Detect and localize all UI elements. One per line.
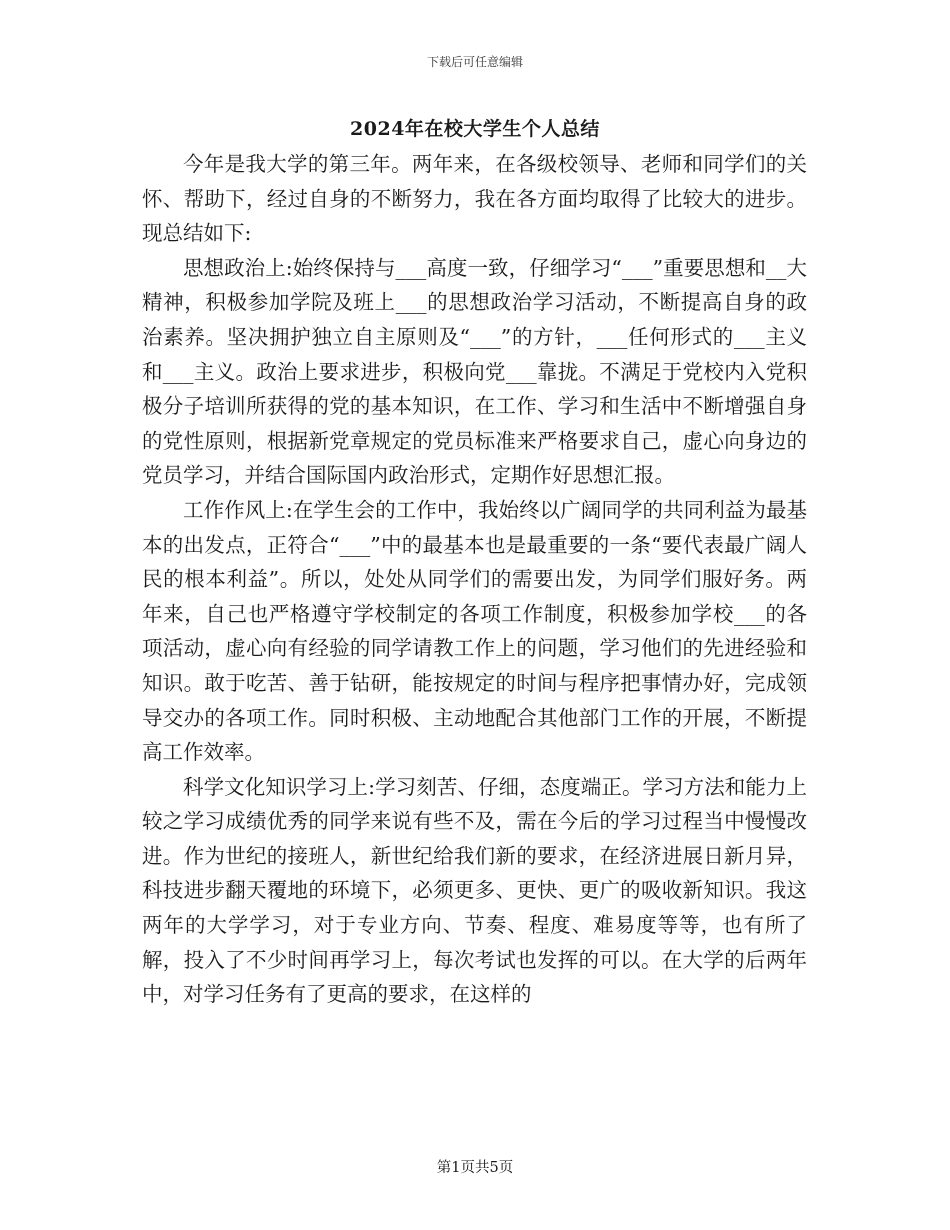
paragraph-political: 思想政治上:始终保持与___高度一致，仔细学习“___”重要思想和__大精神，积极参加学院及班上___的思想政治学习活动，不断提高自身的政治素养。坚决拥护独立自主原则及“___”的方针，___任何形式的___主义和___主义。政治上要求进步，积极向党___靠拢。不满足于党校内入党积极分子培训所获得的党的基本知识，在工作、学习和生活中不断增强自身的党性原则，根据新党章规定的党员标准来严格要求自己，虚心向身边的党员学习，并结合国际国内政治形式，定期作好思想汇报。 (142, 255, 807, 488)
page-footer: 第1页共5页 (436, 1160, 514, 1176)
paragraph-study: 科学文化知识学习上:学习刻苦、仔细，态度端正。学习方法和能力上较之学习成绩优秀的同学来说有些不及，需在今后的学习过程当中慢慢改进。作为世纪的接班人，新世纪给我们新的要求，在经济进展日新月异，科技进步翻天覆地的环境下，必须更多、更快、更广的吸收新知识。我这两年的大学学习，对于专业方向、节奏、程度、难易度等等，也有所了解，投入了不少时间再学习上，每次考试也发挥的可以。在大学的后两年中，对学习任务有了更高的要求，在这样的 (142, 774, 807, 1007)
header-note: 下载后可任意编辑 (426, 55, 523, 69)
document-title: 2024年在校大学生个人总结 (350, 118, 600, 140)
paragraph-intro: 今年是我大学的第三年。两年来，在各级校领导、老师和同学们的关怀、帮助下，经过自身的不断努力，我在各方面均取得了比较大的进步。现总结如下: (142, 152, 807, 246)
paragraph-work-style: 工作作风上:在学生会的工作中，我始终以广阔同学的共同利益为最基本的出发点，正符合“___”中的最基本也是最重要的一条“要代表最广阔人民的根本利益”。所以，处处从同学们的需要出发，为同学们服好务。两年来，自己也严格遵守学校制定的各项工作制度，积极参加学校___的各项活动，虚心向有经验的同学请教工作上的问题，学习他们的先进经验和知识。敢于吃苦、善于钻研，能按规定的时间与程序把事情办好，完成领导交办的各项工作。同时积极、主动地配合其他部门工作的开展，不断提高工作效率。 (142, 497, 807, 765)
document-body (142, 147, 807, 1012)
